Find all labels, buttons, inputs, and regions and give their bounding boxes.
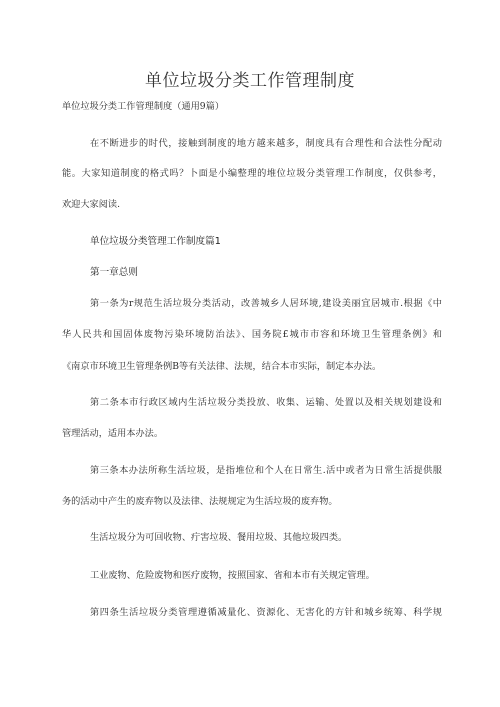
garbage-categories-line: 生活垃圾分为可回收物、疔害垃圾、餐用垃圾、其他垃圾四类。	[90, 532, 348, 543]
intro-line-1: 在不断进步的时代，接触到制度的地方越来越多，制度具有合理性和合法性分配动	[90, 138, 442, 149]
article-3-line-1: 第三条本办法所称生活垃圾，是指堆位和个人在日常生.活中或者为日常生活提供服	[90, 465, 442, 476]
article-2-line-2: 管理活动，适用本办法。	[62, 428, 164, 439]
article-3-line-2: 务的活动中产生的废弃物以及法律、法规规定为生活垃圾的废弃物。	[62, 496, 338, 507]
article-1-line-1: 第一条为r规范生活垃圾分类活动，改善城乡人居环境,建设美丽宜居城市.根据《中	[90, 298, 442, 309]
section-heading: 单位垃圾分类管理工作制度篇1	[90, 236, 221, 247]
document-title: 单位垃圾分类工作管理制度	[145, 71, 355, 91]
document-subtitle: 单位垃圾分类工作管理制度（通用9篇）	[62, 101, 225, 112]
industrial-waste-line: 工业废物、危险废物和医疗废物，按照国家、省和本市有关规定管理。	[90, 570, 375, 581]
chapter-heading: 第一章总则	[90, 267, 138, 278]
article-1-line-2: 华人民共和国固体废物污染环境防治法》、国务院£城市市容和环境卫生管理条例》和	[62, 329, 442, 340]
article-1-line-3: 《南京市环境卫生管理条例B等有关法律、法规，结合本市实际，制定本办法。	[62, 361, 382, 372]
intro-line-3: 欢迎大家阅读.	[62, 199, 121, 210]
article-2-line-1: 第二条本市行政区域内生活垃圾分类投放、收集、运输、处置以及相关规划建设和	[90, 397, 442, 408]
intro-line-2: 能。大家知道制度的格式吗？卜面是小编整理的堆位垃圾分类管理工作制度，仅供参考，	[62, 168, 442, 179]
article-4-line-1: 第四条生活垃圾分类管理遵循减量化、资源化、无害化的方针和城乡统筹、科学规	[90, 607, 442, 618]
